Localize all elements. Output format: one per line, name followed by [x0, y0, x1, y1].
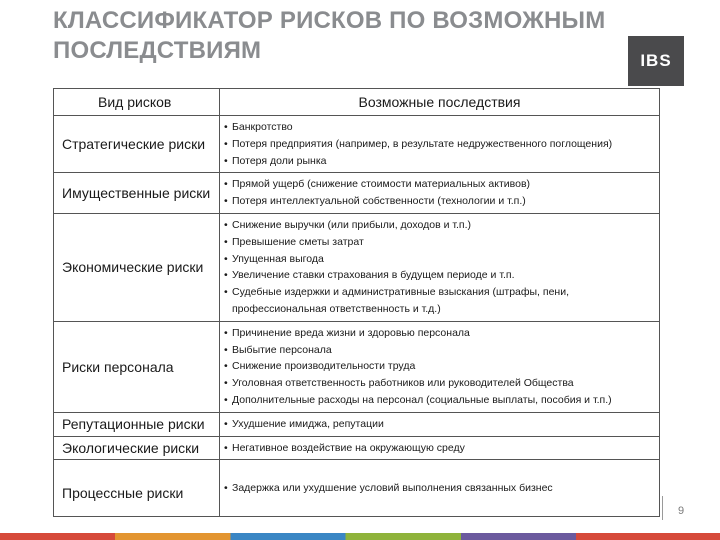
- table-row: [54, 173, 660, 214]
- consequences-cell: [220, 412, 660, 436]
- column-header-consequences: Возможные последствия: [220, 89, 660, 116]
- list-item: • Прямой ущерб (снижение стоимости материальных активов): [224, 176, 653, 193]
- list-item: • Негативное воздействие на окружающую среду: [224, 440, 653, 457]
- consequences-cell: [220, 460, 660, 517]
- consequences-cell: [220, 436, 660, 460]
- ibs-logo: IBS: [628, 36, 684, 86]
- risk-classification-table: [53, 88, 660, 517]
- list-item: • Дополнительные расходы на персонал (социальные выплаты, пособия и т.п.): [224, 392, 653, 409]
- risk-type-cell: Репутационные риски: [54, 412, 220, 436]
- page-number: 9: [678, 505, 685, 517]
- list-item: • Превышение сметы затрат: [224, 234, 653, 251]
- risk-type-cell: Имущественные риски: [54, 173, 220, 214]
- list-item: • Снижение выручки (или прибыли, доходов и т.п.): [224, 217, 653, 234]
- consequences-cell: [220, 321, 660, 412]
- list-item: • Снижение производительности труда: [224, 358, 653, 375]
- list-item: • Банкротство: [224, 119, 653, 136]
- table-row: [54, 116, 660, 173]
- table-row: [54, 321, 660, 412]
- table-header-row: [54, 89, 660, 116]
- table-row: [54, 436, 660, 460]
- list-item: • Упущенная выгода: [224, 251, 653, 268]
- risk-type-cell: Стратегические риски: [54, 116, 220, 173]
- consequences-cell: [220, 173, 660, 214]
- list-item: • Потеря доли рынка: [224, 153, 653, 170]
- list-item: • Ухудшение имиджа, репутации: [224, 416, 653, 433]
- consequences-cell: [220, 213, 660, 321]
- list-item: • Причинение вреда жизни и здоровью персонала: [224, 325, 653, 342]
- list-item: • Потеря интеллектуальной собственности (технологии и т.п.): [224, 193, 653, 210]
- list-item: • Потеря предприятия (например, в результате недружественного поглощения): [224, 136, 653, 153]
- column-header-risk-type: Вид рисков: [54, 89, 220, 116]
- list-item: • Задержка или ухудшение условий выполнения связанных бизнес: [224, 480, 653, 497]
- consequences-cell: [220, 116, 660, 173]
- list-item: • Выбытие персонала: [224, 342, 653, 359]
- risk-type-cell: Экономические риски: [54, 213, 220, 321]
- bottom-color-bar: [0, 533, 720, 540]
- table-row: [54, 213, 660, 321]
- table-row: [54, 460, 660, 517]
- risk-type-cell: Процессные риски: [54, 460, 220, 517]
- table-row: [54, 412, 660, 436]
- page-title: КЛАССИФИКАТОР РИСКОВ ПО ВОЗМОЖНЫМ ПОСЛЕДСТВИЯМ: [53, 7, 606, 64]
- list-item: • Уголовная ответственность работников или руководителей Общества: [224, 375, 653, 392]
- footer-divider: [662, 496, 663, 520]
- list-item: • Увеличение ставки страхования в будущем периоде и т.п.: [224, 267, 653, 284]
- risk-type-cell: Экологические риски: [54, 436, 220, 460]
- risk-type-cell: Риски персонала: [54, 321, 220, 412]
- list-item: • Судебные издержки и административные взыскания (штрафы, пени, профессиональная ответственность и т.д.): [224, 284, 653, 318]
